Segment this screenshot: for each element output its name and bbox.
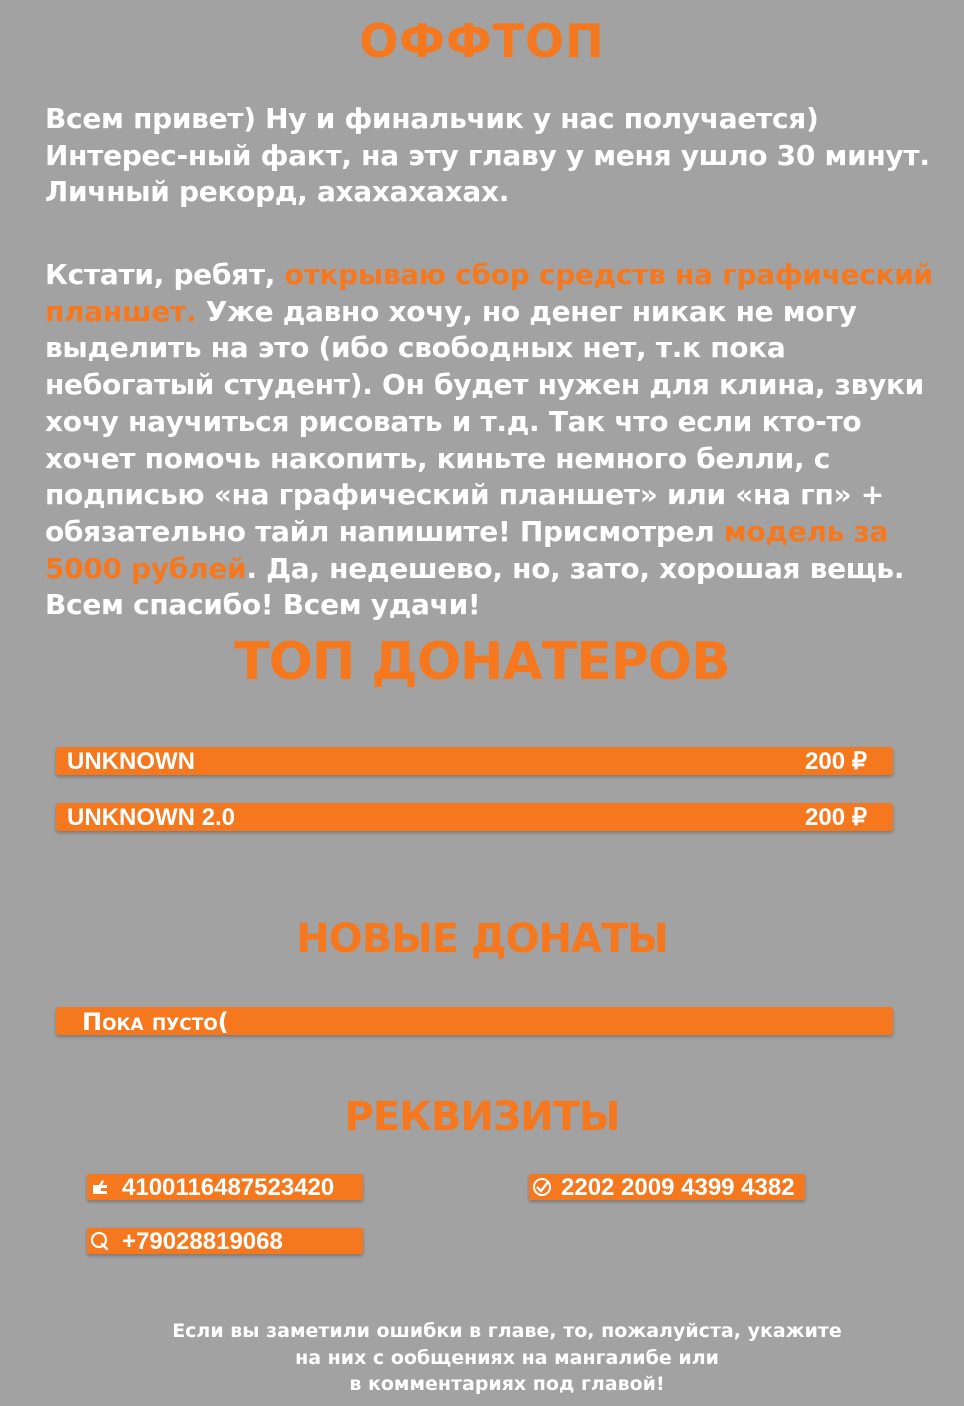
donor-name: UNKNOWN 2.0 bbox=[67, 804, 236, 831]
sberbank-icon bbox=[532, 1177, 552, 1197]
donor-row bbox=[56, 803, 893, 831]
card-requisite bbox=[529, 1174, 805, 1200]
phone-number[interactable]: +79028819068 bbox=[122, 1228, 283, 1255]
footer-line: Если вы заметили ошибки в главе, то, пожалуйста, укажите bbox=[172, 1320, 842, 1342]
new-donations-title: НОВЫЕ ДОНАТЫ bbox=[296, 916, 668, 962]
tablet-fundraiser-link[interactable]: открываю сбор средств на графический планшет. bbox=[45, 258, 933, 328]
donor-row bbox=[56, 747, 893, 775]
footer-line: на них с ообщениях на мангалибе или bbox=[295, 1346, 719, 1369]
wallet-number[interactable]: 4100116487523420 bbox=[122, 1174, 335, 1201]
qiwi-icon bbox=[90, 1231, 110, 1251]
appeal-text-1: Кстати, ребят, bbox=[45, 258, 285, 291]
footer-line: в комментариях под главой! bbox=[349, 1373, 665, 1395]
appeal-paragraph bbox=[45, 257, 957, 624]
donor-amount: 200 ₽ bbox=[805, 748, 867, 775]
requisites-title: РЕКВИЗИТЫ bbox=[344, 1094, 620, 1140]
wallet-icon bbox=[90, 1177, 110, 1197]
appeal-text-2: Уже давно хочу, но денег никак не могу выделить на это (ибо свободных нет, т.к пока небогатый студент). Он будет нужен для клина, звуки хочу научиться рисовать и т.д. Так что если кто-то хочет помочь накопить, киньте немного белли, с подписью «на графический планшет» или «на гп» + обязательно тайл напишите! Присмотрел bbox=[45, 294, 924, 548]
intro-paragraph: Всем привет) Ну и финальчик у нас получается) Интерес-ный факт, на эту главу у меня ушло 30 минут. Личный рекорд, ахахахахах. bbox=[45, 102, 930, 209]
top-donors-title: ТОП ДОНАТЕРОВ bbox=[234, 632, 730, 692]
appeal-text-3: . Да, недешево, но, зато, хорошая вещь. Всем спасибо! Всем удачи! bbox=[45, 551, 905, 622]
card-number[interactable]: 2202 2009 4399 4382 bbox=[561, 1174, 795, 1201]
new-donations-row bbox=[56, 1007, 893, 1035]
phone-requisite bbox=[87, 1228, 363, 1254]
donor-name: UNKNOWN bbox=[67, 748, 195, 775]
donor-amount: 200 ₽ bbox=[805, 804, 867, 831]
footer-note bbox=[0, 1318, 964, 1398]
tablet-model-link[interactable]: модель за 5000 рублей bbox=[45, 514, 889, 585]
new-donations-empty-text: Пока пусто( bbox=[82, 1008, 229, 1036]
offtop-title: ОФФТОП bbox=[359, 14, 605, 68]
wallet-requisite bbox=[87, 1174, 363, 1200]
